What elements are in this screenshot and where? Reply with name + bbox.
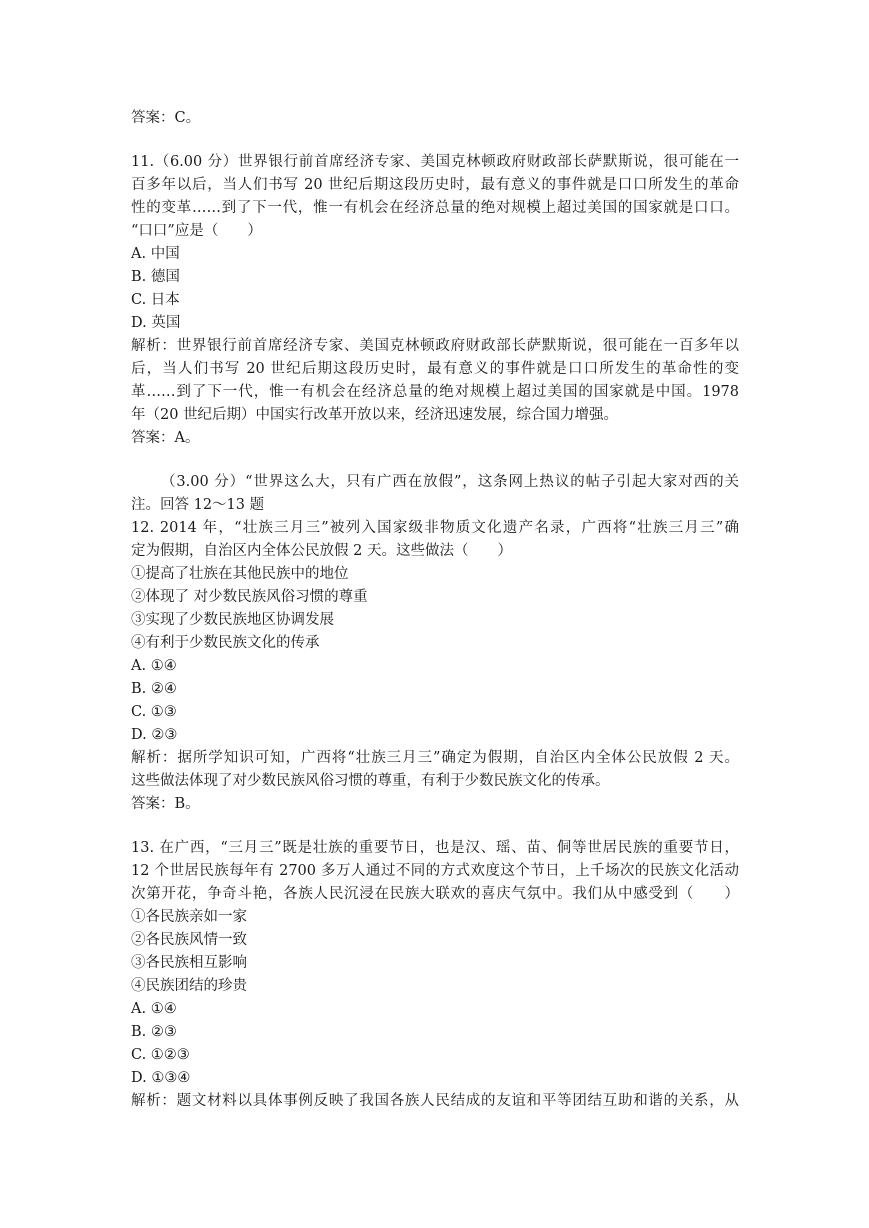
statement-item: ①提高了壮族在其他民族中的地位 [131,566,349,582]
question-text: 12. 2014 年，“壮族三月三”被列入国家级非物质文化遗产名录，广西将“壮族三月三”确 [131,520,739,536]
analysis-text: 这些做法体现了对少数民族风俗习惯的尊重，有利于少数民族文化的传承。 [131,773,610,789]
option-c: C. ①③ [131,704,177,720]
statement-item: ①各民族亲如一家 [131,909,247,925]
option-d: D. 英国 [131,315,181,331]
option-a: A. ①④ [131,1001,177,1017]
question-text: 次第开花，争奇斗艳，各族人民沉浸在民族大联欢的喜庆气氛中。我们从中感受到（ ） [131,886,739,902]
statement-item: ②各民族风情一致 [131,932,247,948]
analysis-text: 解析：题文材料以具体事例反映了我国各族人民结成的友谊和平等团结互助和谐的关系，从 [131,1093,739,1109]
analysis-text: 后，当人们书写 20 世纪后期这段历史时，最有意义的事件就是口口所发生的革命性的变 [131,361,739,377]
question-text: 定为假期，自治区内全体公民放假 2 天。这些做法（ ） [131,543,512,559]
analysis-text: 解析：据所学知识可知，广西将“壮族三月三”确定为假期，自治区内全体公民放假 2 天。 [131,750,739,766]
analysis-text: 革……到了下一代，惟一有机会在经济总量的绝对规模上超过美国的国家就是中国。1978 [131,384,739,400]
group-intro-text: 注。回答 12～13 题 [131,497,265,513]
option-c: C. ①②③ [131,1047,190,1063]
option-c: C. 日本 [131,292,180,308]
option-a: A. ①④ [131,658,177,674]
option-b: B. 德国 [131,269,180,285]
analysis-text: 年（20 世纪后期）中国实行改革开放以来，经济迅速发展，综合国力增强。 [131,407,619,423]
statement-item: ③实现了少数民族地区协调发展 [131,612,334,628]
analysis-text: 解析：世界银行前首席经济专家、美国克林顿政府财政部长萨默斯说，很可能在一百多年以 [131,338,739,354]
option-b: B. ②④ [131,681,177,697]
option-d: D. ①③④ [131,1070,191,1086]
question-text: 百多年以后，当人们书写 20 世纪后期这段历史时，最有意义的事件就是口口所发生的革命 [131,177,739,193]
question-text: 性的变革……到了下一代，惟一有机会在经济总量的绝对规模上超过美国的国家就是口口。 [131,200,739,216]
option-b: B. ②③ [131,1024,177,1040]
statement-item: ②体现了 对少数民族风俗习惯的尊重 [131,589,368,605]
question-text: 11.（6.00 分）世界银行前首席经济专家、美国克林顿政府财政部长萨默斯说，很可能在一 [131,154,739,170]
question-text: 12 个世居民族每年有 2700 多万人通过不同的方式欢度这个节日，上千场次的民族文化活动 [131,863,739,879]
option-d: D. ②③ [131,727,178,743]
statement-item: ④民族团结的珍贵 [131,978,247,994]
answer-line: 答案：B。 [131,796,200,812]
answer-line: 答案：C。 [131,110,201,126]
statement-item: ④有利于少数民族文化的传承 [131,635,320,651]
statement-item: ③各民族相互影响 [131,955,247,971]
answer-line: 答案：A。 [131,430,200,446]
question-text: 13. 在广西，“三月三”既是壮族的重要节日，也是汉、瑶、苗、侗等世居民族的重要节日， [131,840,739,856]
group-intro-text: （3.00 分）“世界这么大，只有广西在放假”，这条网上热议的帖子引起大家对西的关 [161,474,739,490]
option-a: A. 中国 [131,246,180,262]
question-text: “口口”应是（ ） [131,223,262,239]
